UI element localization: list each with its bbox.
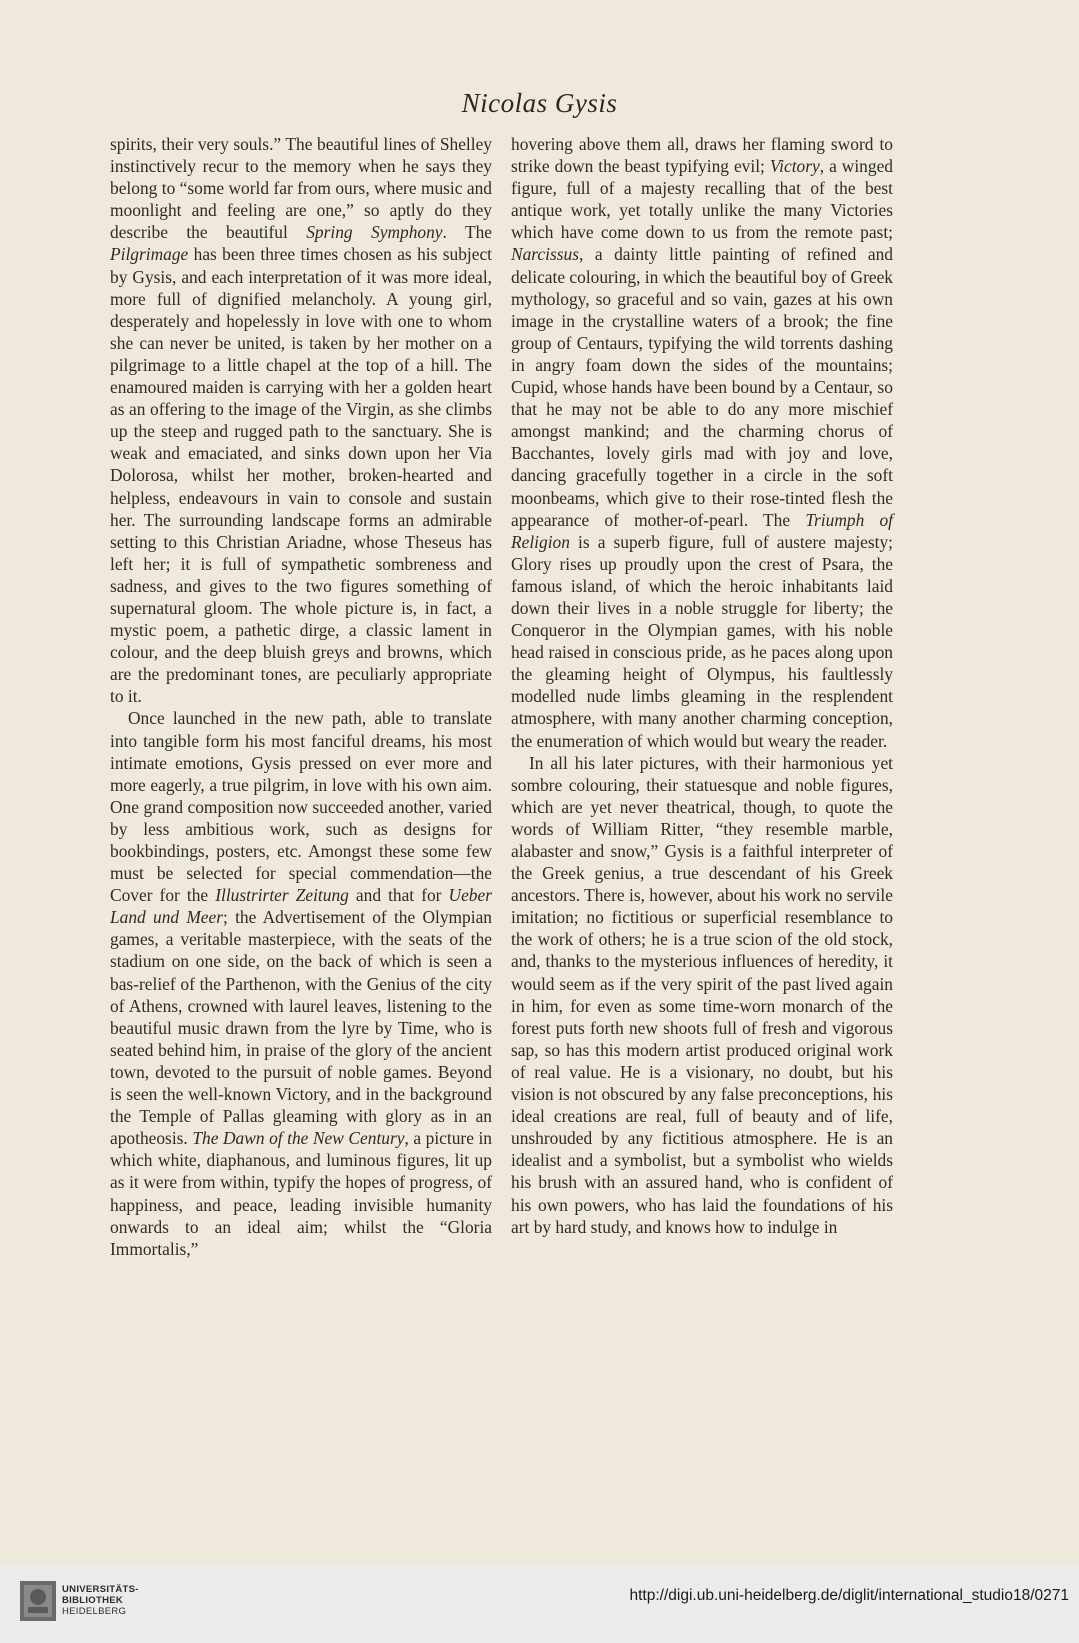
text-run: , a dainty little painting of refined and delicate colouring, in which the beautiful boy of Greek mythology, so graceful and so vain, gazes at his own image in the crystalline waters of a brook; the fine group of Centaurs, typifying the wild torrents dashing in angry foam down the sides of the mountains; Cupid, whose hands have been bound by a Centaur, so that he may not be able to do any more mischief amongst mankind; and the charming chorus of Bacchantes, lovely girls mad with joy and love, dancing gracefully together in a circle in the soft moonbeams, which give to their rose-tinted flesh the appearance of mother-of-pearl. The [511, 244, 893, 530]
italic-title: Narcissus [511, 244, 579, 265]
text-run: , a winged figure, full of a majesty recalling that of the best antique work, yet totally unlike the many Victories which have come down to us from the remote past; [511, 156, 893, 243]
text-run: has been three times chosen as his subject by Gysis, and each interpretation of it was more ideal, more full of dignified melancholy. A young girl, desperately and hopelessly in love with one to whom she can never be united, is taken by her mother on a pilgrimage to a little chapel at the top of a hill. The enamoured maiden is carrying with her a golden heart as an offering to the image of the Virgin, as she climbs up the steep and rugged path to the sanctuary. She is weak and emaciated, and sinks down upon her Via Dolorosa, whilst her mother, broken-hearted and helpless, endeavours in vain to console and sustain her. The surrounding landscape forms an admirable setting to this Christian Ariadne, whose Theseus has left her; it is full of sympathetic sombreness and sadness, and gives to the two figures something of supernatural gloom. The whole picture is, in fact, a mystic poem, a pathetic dirge, a classic lament in colour, and the deep bluish greys and browns, which are the predominant tones, are peculiarly appropriate to it. [110, 244, 492, 707]
running-header: Nicolas Gysis [461, 88, 618, 118]
text-run: Once launched in the new path, able to translate into tangible form his most fanciful dreams, his most intimate emotions, Gysis pressed on ever more and more eagerly, a true pilgrim, in love with his own aim. One grand composition now succeeded another, varied by less ambitious work, such as designs for bookbindings, posters, etc. Amongst these some few must be selected for special commendation—the Cover for the [110, 708, 492, 906]
paragraph [511, 752, 893, 1238]
italic-title: Victory [769, 156, 820, 177]
text-run: spirits, their very souls.” The beautiful lines of Shelley instinctively recur to the memory when he says they belong to “some world far from ours, where music and moonlight and feeling are one,” so aptly do they describe the beautiful [110, 134, 492, 243]
text-run: . The [442, 222, 492, 243]
italic-title: Ueber Land und Meer [110, 885, 492, 928]
italic-title: Spring Symphony [306, 222, 443, 243]
paragraph [110, 133, 492, 707]
text-run: hovering above them all, draws her flaming sword to strike down the beast typifying evil; [511, 134, 893, 177]
library-name-line1: UNIVERSITÄTS- [62, 1584, 139, 1595]
text-column-left [110, 133, 492, 1260]
paragraph [110, 707, 492, 1259]
library-seal-icon [18, 1579, 58, 1623]
paragraph [511, 133, 893, 752]
library-name-line2: BIBLIOTHEK [62, 1595, 124, 1606]
italic-title: Illustrirter Zeitung [215, 885, 349, 906]
source-url[interactable]: http://digi.ub.uni-heidelberg.de/diglit/international_studio18/0271 [629, 1587, 1069, 1604]
italic-title: Pilgrimage [110, 244, 189, 265]
text-run: , a picture in which white, diaphanous, and luminous figures, lit up as it were from within, typify the hopes of progress, of happiness, and peace, leading invisible humanity onwards to an ideal aim; whilst the “Gloria Immortalis,” [110, 1128, 492, 1259]
text-run: ; the Advertisement of the Olympian games, a veritable masterpiece, with the seats of the stadium on one side, on the back of which is seen a bas-relief of the Parthenon, with the Genius of the city of Athens, crowned with laurel leaves, listening to the beautiful music drawn from the lyre by Time, who is seated behind him, in praise of the glory of the ancient town, devoted to the pursuit of noble games. Beyond is seen the well-known Victory, and in the background the Temple of Pallas gleaming with glory as in an apotheosis. [110, 907, 492, 1149]
library-name-line3: HEIDELBERG [62, 1606, 127, 1617]
italic-title: Triumph of Religion [511, 509, 893, 552]
italic-title: The Dawn of the New Century [192, 1128, 405, 1149]
library-footer [0, 1565, 1079, 1643]
library-name [62, 1584, 139, 1617]
text-column-right [511, 133, 893, 1238]
text-run: In all his later pictures, with their harmonious yet sombre colouring, their statuesque and noble figures, which are yet never theatrical, though, to quote the words of William Ritter, “they resemble marble, alabaster and snow,” Gysis is a faithful interpreter of the Greek genius, a true descendant of his Greek ancestors. There is, however, about his work no servile imitation; no fictitious or superficial resemblance to the work of others; he is a true scion of the old stock, and, thanks to the mysterious influences of heredity, it would seem as if the very spirit of the past lived again in him, for even as some time-worn monarch of the forest puts forth new shoots full of fresh and vigorous sap, so has this modern artist produced original work of real value. He is a visionary, no doubt, but his vision is not obscured by any false preconceptions, his ideal creations are real, full of beauty and of life, unshrouded by any fictitious atmosphere. He is an idealist and a symbolist, but a symbolist who wields his brush with an assured hand, who is confident of his own powers, who has laid the foundations of his art by hard study, and knows how to indulge in [511, 752, 893, 1237]
text-run: and that for [348, 885, 449, 906]
text-run: is a superb figure, full of austere majesty; Glory rises up proudly upon the crest of Psara, the famous island, of which the heroic inhabitants laid down their lives in a noble struggle for liberty; the Conqueror in the Olympian games, with his noble head raised in conscious pride, as he paces along upon the gleaming height of Olympus, his faultlessly modelled nude limbs gleaming in the resplendent atmosphere, with many another charming conception, the enumeration of which would but weary the reader. [511, 531, 893, 751]
